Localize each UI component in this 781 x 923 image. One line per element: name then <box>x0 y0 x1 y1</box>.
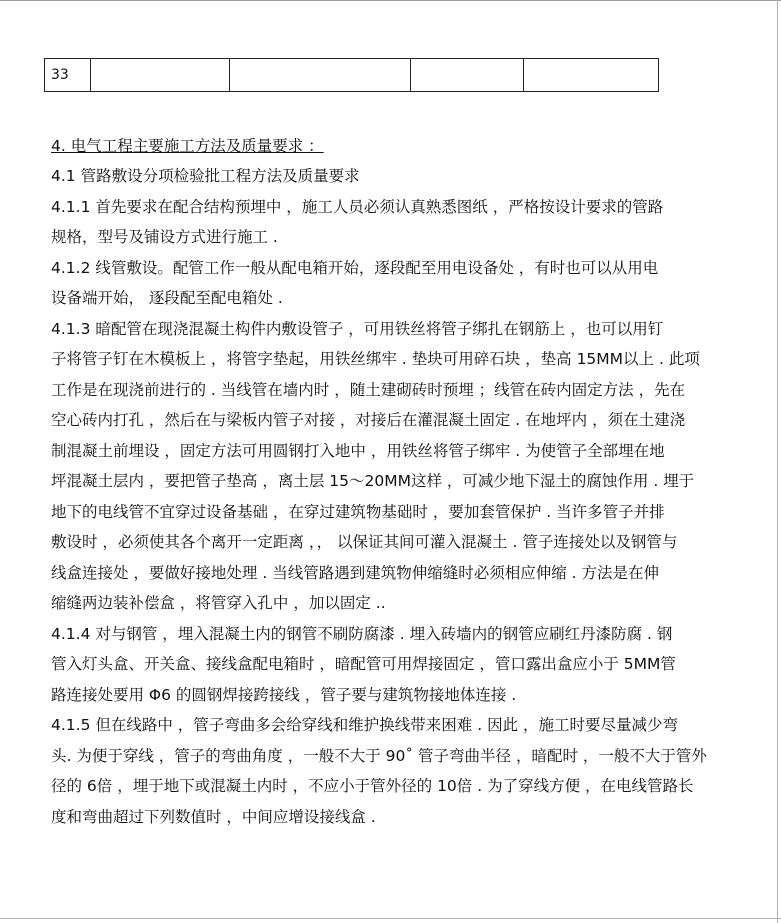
paragraph-line: 4.1.4 对与钢管 ，埋入混凝土内的钢管不刷防腐漆 . 埋入砖墙内的钢管应刷红丹漆防腐 . 钢 <box>51 624 673 643</box>
paragraph-line: 4.1.1 首先要求在配合结构预埋中 ，施工人员必须认真熟悉图纸 ，严格按设计要求的管路 <box>51 197 664 216</box>
paragraph-line: 度和弯曲超过下列数值时 ，中间应增设接线盒 . <box>51 807 376 826</box>
data-table <box>44 58 659 92</box>
subsection-heading: 4.1 管路敷设分项检验批工程方法及质量要求 <box>51 167 360 185</box>
paragraph-line: 地下的电线管不宜穿过设备基础 ，在穿过建筑物基础时 ，要加套管保护 . 当许多管子并排 <box>51 502 665 521</box>
paragraph-line: 4.1.2 线管敷设。配管工作一般从配电箱开始，逐段配至用电设备处 ，有时也可以从用电 <box>51 258 659 277</box>
paragraph-line: 工作是在现浇前进行的 . 当线管在墙内时 ，随土建砌砖时预埋 ；线管在砖内固定方法 ，先在 <box>51 380 686 399</box>
paragraph-line: 径的 6倍 ，埋于地下或混凝土内时 ，不应小于管外径的 10倍 . 为了穿线方便 ，在电线管路长 <box>51 777 694 795</box>
paragraph-line: 线盒连接处 ，要做好接地处理 . 当线管路遇到建筑物伸缩缝时必须相应伸缩 . 方法是在伸 <box>51 563 659 582</box>
paragraph-line: 坪混凝土层内 ，要把管子垫高 ，离土层 15～20MM这样 ，可减少地下湿土的腐蚀作用 . 埋于 <box>51 472 695 490</box>
paragraph-line: 4.1.3 暗配管在现浇混凝土构件内敷设管子 ，可用铁丝将管子绑扎在钢筋上 ，也可以用钉 <box>51 319 664 338</box>
document-body <box>51 131 725 832</box>
paragraph-line: 头. 为便于穿线 ，管子的弯曲角度 ，一般不大于 90˚ 管子弯曲半径 ，暗配时 ，一般不大于管外 <box>51 746 707 765</box>
paragraph-line: 敷设时 ，必须使其各个离开一定距离 ，， 以保证其间可灌入混凝土 . 管子连接处以及钢管与 <box>51 533 678 551</box>
table-cell <box>524 59 659 92</box>
page-top-border <box>0 0 781 1</box>
paragraph-line: 子将管子钉在木模板上 ，将管字垫起，用铁丝绑牢 . 垫块可用碎石块 ，垫高 15MM以上 . 此项 <box>51 350 700 368</box>
table-cell: 33 <box>45 59 91 92</box>
paragraph-line: 设备端开始， 逐段配至配电箱处 . <box>51 289 283 307</box>
section-heading: 4. 电气工程主要施工方法及质量要求 ： <box>51 137 324 155</box>
table-cell <box>230 59 411 92</box>
table-row <box>45 59 659 92</box>
paragraph-line: 制混凝土前埋设 ，固定方法可用圆钢打入地中 ，用铁丝将管子绑牢 . 为使管子全部埋在地 <box>51 441 665 460</box>
paragraph-line: 缩缝两边装补偿盒 ，将管穿入孔中 ，加以固定 .. <box>51 594 386 612</box>
paragraph-line: 4.1.5 但在线路中 ，管子弯曲多会给穿线和维护换线带来困难 . 因此 ，施工时要尽量减少弯 <box>51 716 679 734</box>
table-cell <box>91 59 230 92</box>
paragraph-line: 路连接处要用 Φ6 的圆钢焊接跨接线 ，管子要与建筑物接地体连接 . <box>51 685 517 704</box>
page-right-border <box>777 0 778 923</box>
paragraph-line: 空心砖内打孔 ，然后在与梁板内管子对接 ，对接后在灌混凝土固定 . 在地坪内 ，须在土建浇 <box>51 411 686 429</box>
paragraph-line: 规格，型号及铺设方式进行施工 . <box>51 228 278 246</box>
page-bottom-border <box>0 918 781 919</box>
table-cell <box>411 59 524 92</box>
paragraph-line: 管入灯头盒、开关盒、接线盒配电箱时 ，暗配管可用焊接固定 ，管口露出盒应小于 5MM管 <box>51 655 676 673</box>
